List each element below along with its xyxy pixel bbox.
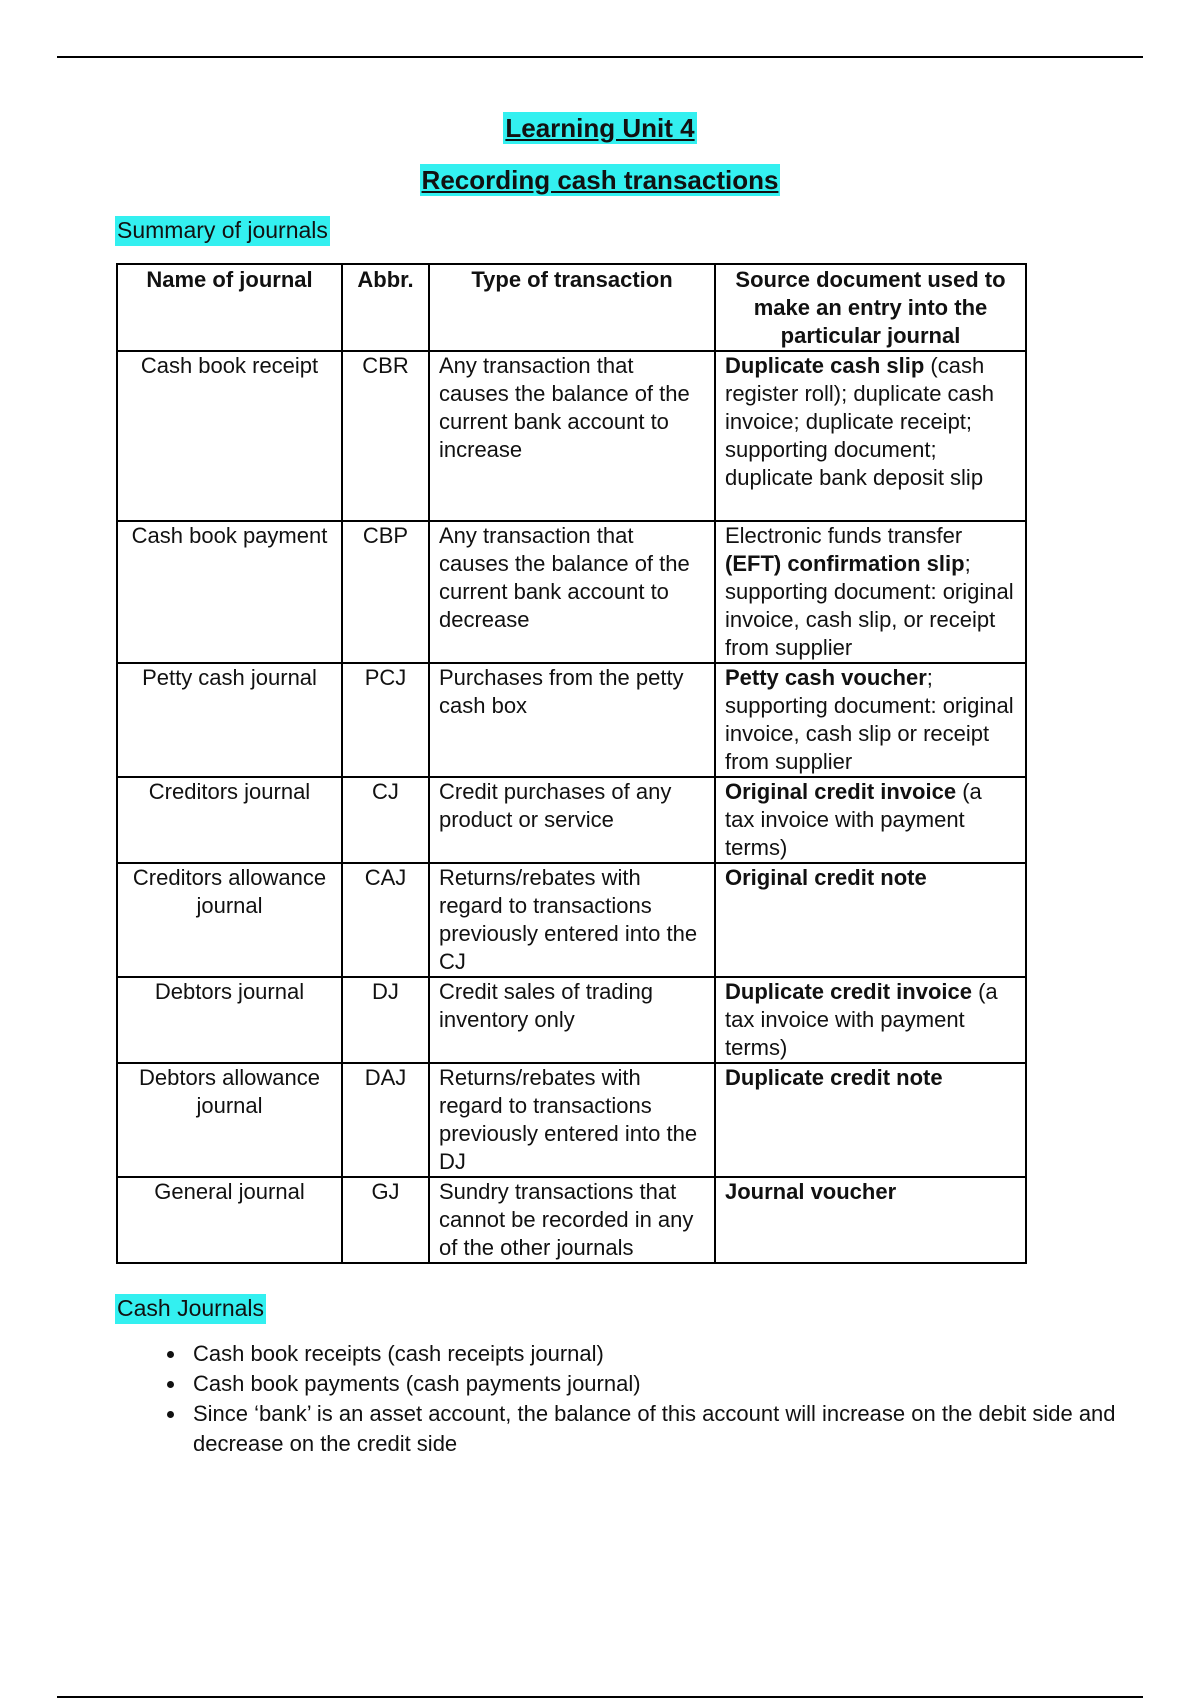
transaction-type: Sundry transactions that cannot be recorded in any of the other journals [429, 1177, 715, 1263]
transaction-type: Any transaction that causes the balance of the current bank account to increase [429, 351, 715, 521]
source-document [715, 351, 1026, 521]
source-document [715, 977, 1026, 1063]
transaction-type: Any transaction that causes the balance of the current bank account to decrease [429, 521, 715, 663]
table-row [117, 863, 1026, 977]
transaction-type: Credit purchases of any product or service [429, 777, 715, 863]
bottom-rule [57, 1696, 1143, 1698]
transaction-type: Purchases from the petty cash box [429, 663, 715, 777]
transaction-type: Returns/rebates with regard to transactions previously entered into the CJ [429, 863, 715, 977]
transaction-type: Returns/rebates with regard to transactions previously entered into the DJ [429, 1063, 715, 1177]
source-document [715, 663, 1026, 777]
table-row [117, 663, 1026, 777]
table-header-row [117, 264, 1026, 351]
journal-name: Creditors journal [117, 777, 342, 863]
journal-name: Debtors journal [117, 977, 342, 1063]
source-document-bold: Duplicate cash slip [725, 353, 925, 378]
header-source: Source document used to make an entry into the particular journal [715, 264, 1026, 351]
journal-abbr: CJ [342, 777, 429, 863]
source-document-text: (a tax invoice with payment terms) [725, 979, 998, 1060]
source-document [715, 1177, 1026, 1263]
table-row [117, 777, 1026, 863]
list-item: • Cash book receipts (cash receipts journal) [187, 1339, 1117, 1369]
source-document-bold: Petty cash voucher [725, 665, 927, 690]
list-item: • Since ‘bank’ is an asset account, the balance of this account will increase on the debit side and decrease on the credit side [187, 1399, 1117, 1459]
table-row [117, 521, 1026, 663]
source-document-bold: Duplicate credit note [725, 1065, 943, 1090]
page-subtitle: Recording cash transactions [421, 165, 779, 195]
top-rule [57, 56, 1143, 58]
journal-abbr: DJ [342, 977, 429, 1063]
list-item: • Cash book payments (cash payments journal) [187, 1369, 1117, 1399]
source-document-text: ; supporting document: original invoice, cash slip or receipt from supplier [725, 665, 1014, 774]
journal-abbr: CBR [342, 351, 429, 521]
header-abbr: Abbr. [342, 264, 429, 351]
journal-abbr: DAJ [342, 1063, 429, 1177]
journal-abbr: PCJ [342, 663, 429, 777]
journal-abbr: CBP [342, 521, 429, 663]
cash-journals-list [140, 1339, 1117, 1459]
journal-abbr: CAJ [342, 863, 429, 977]
source-document-bold: Journal voucher [725, 1179, 897, 1204]
header-name: Name of journal [117, 264, 342, 351]
summary-label: Summary of journals [115, 216, 330, 246]
journal-abbr: GJ [342, 1177, 429, 1263]
journal-name: Creditors allowance journal [117, 863, 342, 977]
journal-name: General journal [117, 1177, 342, 1263]
journals-table [116, 263, 1027, 1264]
source-document [715, 863, 1026, 977]
title-line [0, 113, 1200, 144]
transaction-type: Credit sales of trading inventory only [429, 977, 715, 1063]
subtitle-line [0, 165, 1200, 196]
table-row [117, 351, 1026, 521]
source-document [715, 777, 1026, 863]
table-row [117, 1177, 1026, 1263]
journal-name: Cash book receipt [117, 351, 342, 521]
source-document-text: (cash register roll); duplicate cash invoice; duplicate receipt; supporting document; duplicate bank deposit slip [725, 353, 995, 490]
source-document-pre: Electronic funds transfer [725, 523, 963, 548]
page-title: Learning Unit 4 [505, 113, 695, 143]
header-type: Type of transaction [429, 264, 715, 351]
table-row [117, 1063, 1026, 1177]
source-document [715, 1063, 1026, 1177]
source-document-bold: Original credit note [725, 865, 927, 890]
source-document-text: ; supporting document: original invoice, cash slip, or receipt from supplier [725, 551, 1014, 660]
journal-name: Petty cash journal [117, 663, 342, 777]
source-document-bold: Original credit invoice [725, 779, 957, 804]
source-document-bold: Duplicate credit invoice [725, 979, 972, 1004]
table-row [117, 977, 1026, 1063]
cash-journals-label: Cash Journals [115, 1294, 266, 1324]
source-document-text: (a tax invoice with payment terms) [725, 779, 982, 860]
source-document [715, 521, 1026, 663]
journal-name: Debtors allowance journal [117, 1063, 342, 1177]
journal-name: Cash book payment [117, 521, 342, 663]
source-document-bold: (EFT) confirmation slip [725, 551, 965, 576]
